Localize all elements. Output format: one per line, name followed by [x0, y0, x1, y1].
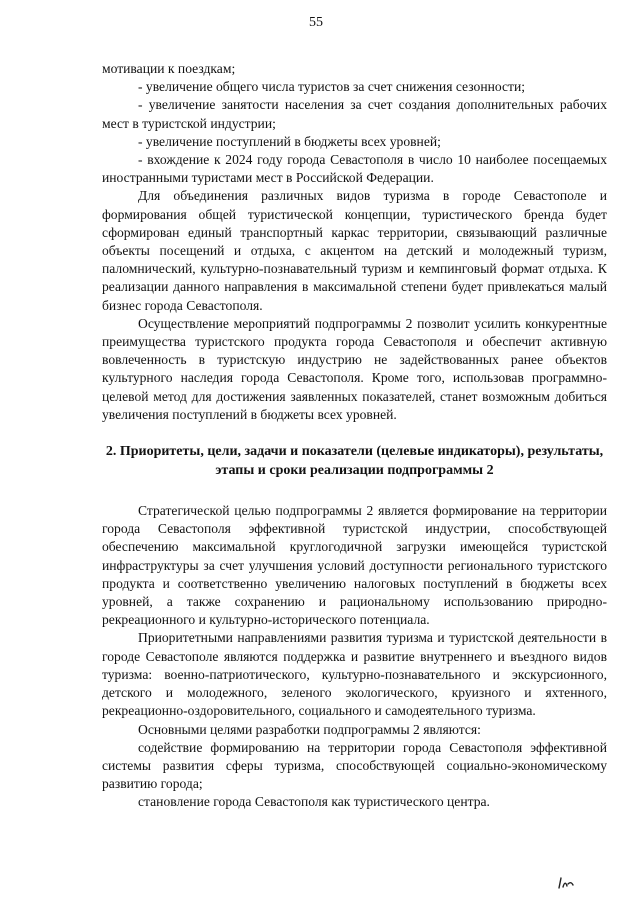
- paragraph: Основными целями разработки подпрограммы 2 являются:: [138, 721, 481, 737]
- paragraph: Для объединения различных видов туризма в городе Севастополе и формирования общей туристической концепции, туристического бренда будет сформирован единый транспортный каркас территории, связывающий различные объекты посещений и отдыха, с акцентом на детский и молодежный туризм, паломнический, культурно-познавательный туризм и кемпинговый формат отдыха. К реализации данного направления в максимальной степени будет привлекаться малый бизнес города Севастополя.: [102, 188, 607, 313]
- paragraph: Стратегической целью подпрограммы 2 является формирование на территории города Севастополя эффективной туристской индустрии, способствующей обеспечению максимальной круглогодичной загрузки имеющейся туристской инфраструктуры за счет улучшения условий доступности регионального туристского продукта и соответственно увеличению налоговых поступлений в бюджеты всех уровней, а также сохранению и рациональному использованию природно-рекреационного и культурно-исторического потенциала.: [102, 503, 607, 628]
- bullet-item: - увеличение занятости населения за счет создания дополнительных рабочих мест в туристской индустрии;: [102, 97, 607, 131]
- bullet-item: - увеличение поступлений в бюджеты всех уровней;: [138, 133, 441, 149]
- page-number: 55: [309, 15, 323, 30]
- bullet-item: - вхождение к 2024 году города Севастополя в число 10 наиболее посещаемых иностранными туристами мест в Российской Федерации.: [102, 152, 607, 186]
- paragraph: становление города Севастополя как туристического центра.: [138, 794, 490, 810]
- paragraph: содействие формированию на территории города Севастополя эффективной системы развития сферы туризма, способствующей социально-экономическому развитию города;: [102, 739, 607, 792]
- bullet-item: - увеличение общего числа туристов за счет снижения сезонности;: [138, 79, 526, 95]
- signature-mark-icon: [557, 874, 575, 890]
- document-body: [102, 60, 607, 812]
- paragraph: Приоритетными направлениями развития туризма и туристской деятельности в городе Севастополе являются поддержка и развитие внутреннего и въездного видов туризма: военно-патриотического, культурно-познавательного и экскурсионного, детского и молодежного, зеленого экологического, круизного и яхтенного, рекреационно-оздоровительного, социального и самодеятельного туризма.: [102, 630, 607, 719]
- paragraph: Осуществление мероприятий подпрограммы 2 позволит усилить конкурентные преимущества туристского продукта города Севастополя и обеспечит активную вовлеченность в туристскую индустрию не задействованных ранее объектов культурного наследия города Севастополя. Кроме того, использовав программно-целевой метод для достижения заявленных показателей, станет возможным добиться увеличения поступлений в бюджеты всех уровней.: [102, 315, 607, 422]
- paragraph: мотивации к поездкам;: [102, 61, 236, 76]
- section-heading: 2. Приоритеты, цели, задачи и показатели (целевые индикаторы), результаты, этапы и сроки реализации подпрограммы 2: [105, 444, 604, 479]
